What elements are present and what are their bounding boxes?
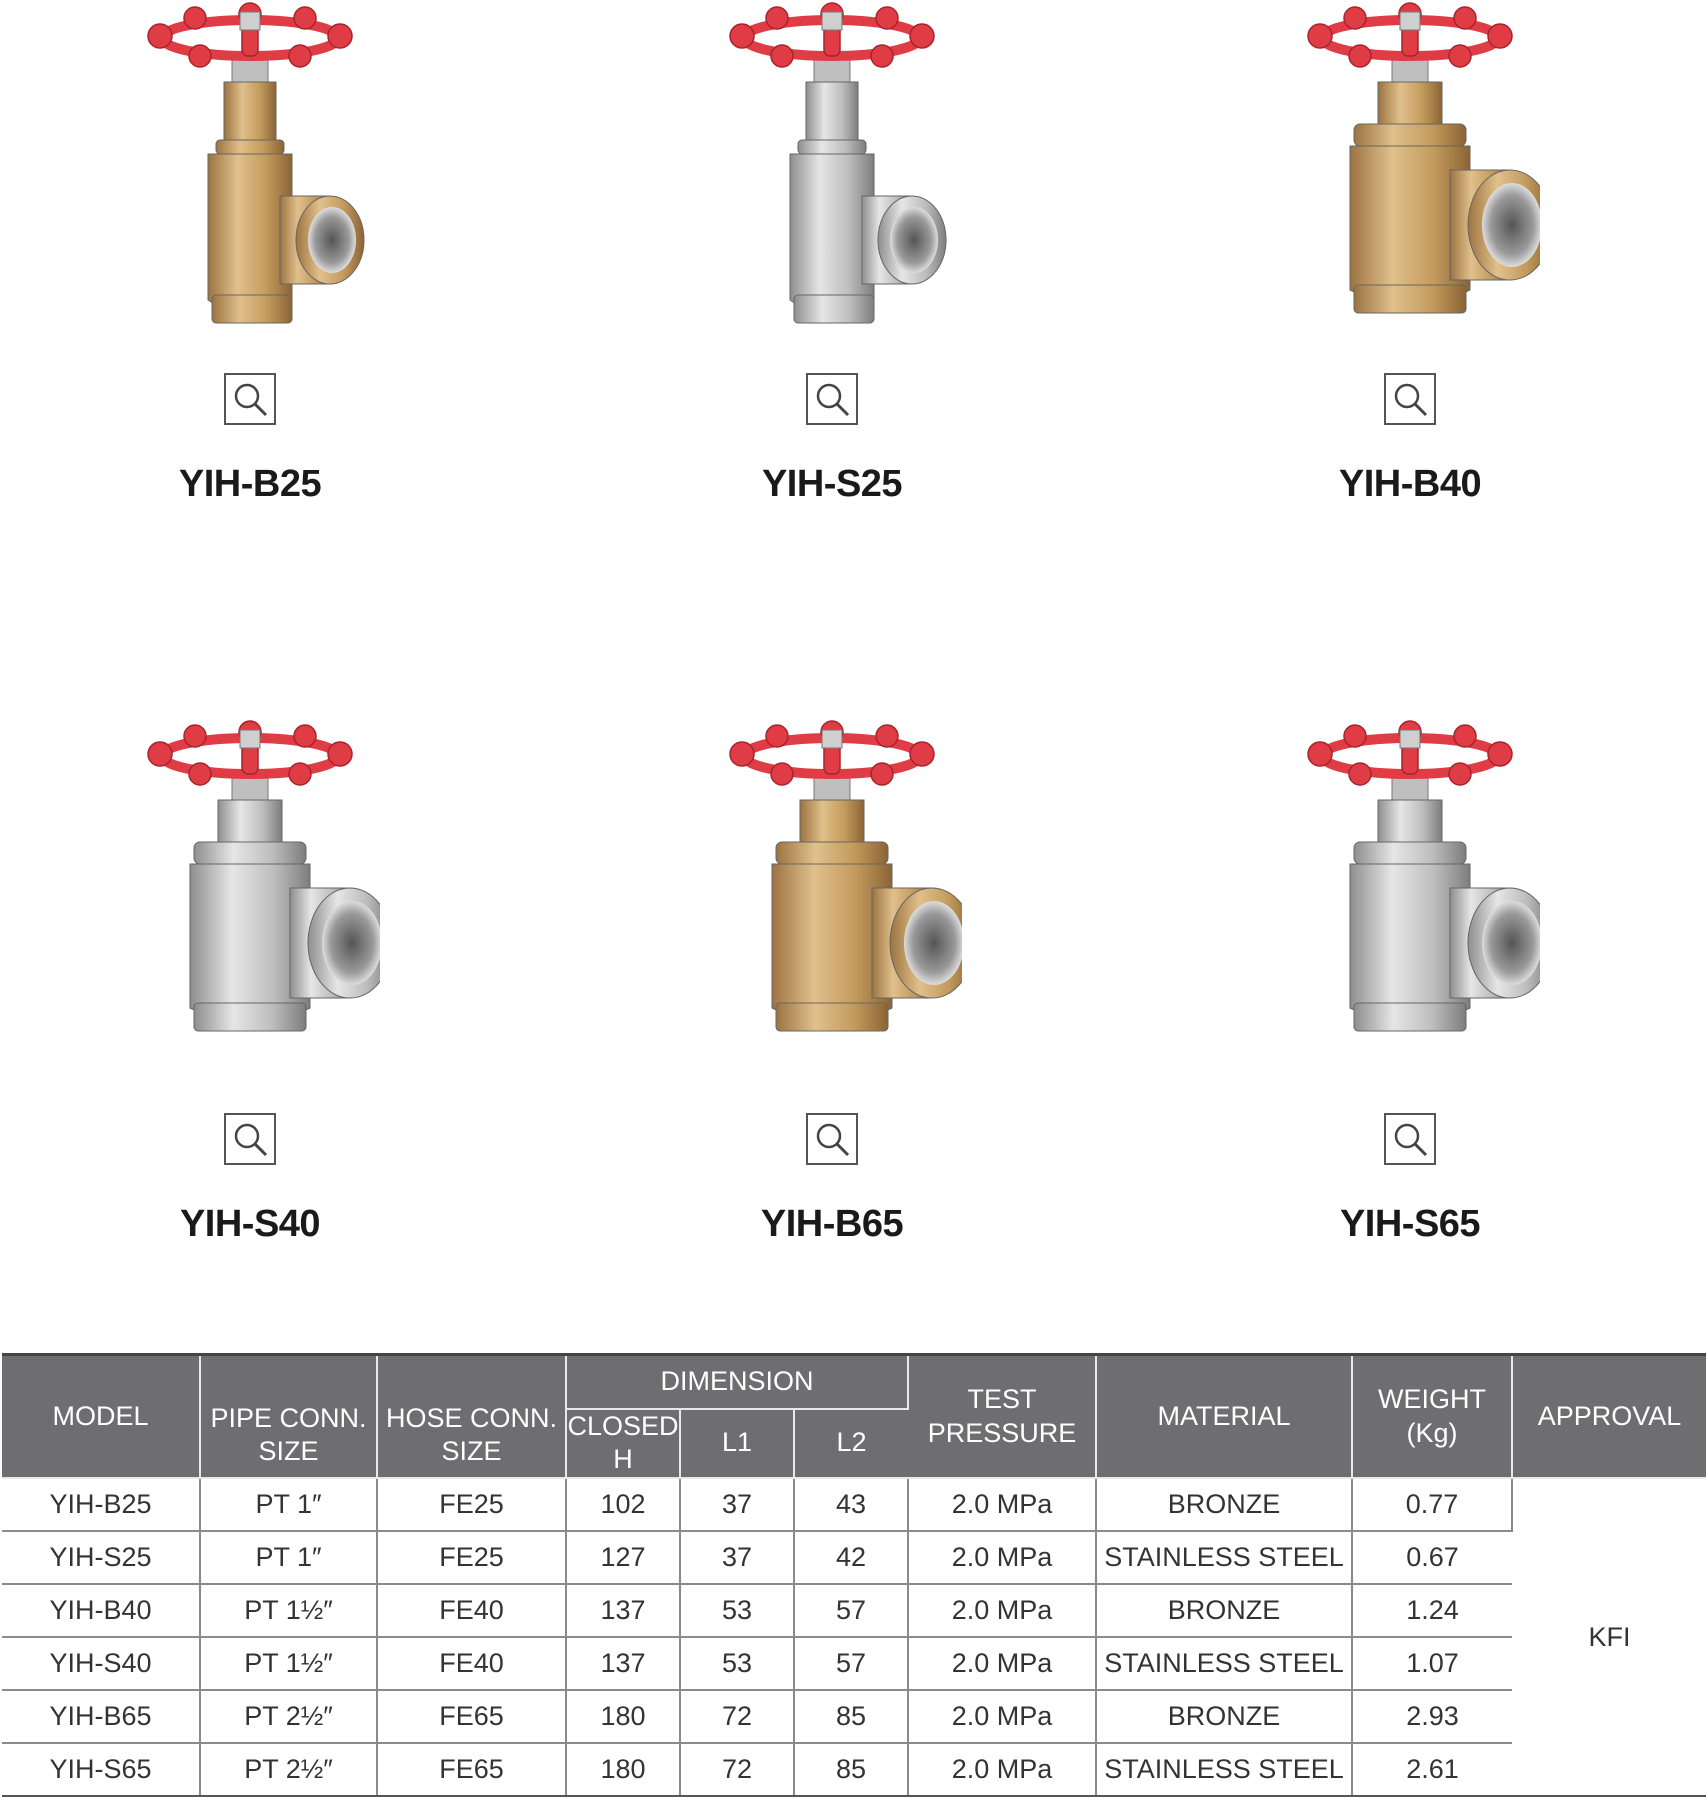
cell-l1: 72 bbox=[680, 1690, 794, 1743]
cell-l2: 43 bbox=[794, 1478, 908, 1531]
cell-closed-h: 127 bbox=[566, 1531, 680, 1584]
cell-closed-h: 137 bbox=[566, 1584, 680, 1637]
cell-hose: FE65 bbox=[377, 1690, 566, 1743]
cell-hose: FE65 bbox=[377, 1743, 566, 1796]
valve-image[interactable] bbox=[702, 0, 962, 345]
cell-pressure: 2.0 MPa bbox=[908, 1690, 1096, 1743]
header-approval: APPROVAL bbox=[1512, 1355, 1706, 1479]
cell-approval: KFI bbox=[1512, 1478, 1706, 1796]
product-model-name: YIH-B40 bbox=[1338, 463, 1482, 505]
valve-image[interactable] bbox=[1280, 718, 1540, 1063]
valve-image[interactable] bbox=[702, 718, 962, 1063]
cell-weight: 1.24 bbox=[1352, 1584, 1512, 1637]
cell-l2: 57 bbox=[794, 1584, 908, 1637]
cell-weight: 2.61 bbox=[1352, 1743, 1512, 1796]
cell-l1: 53 bbox=[680, 1584, 794, 1637]
cell-l1: 37 bbox=[680, 1531, 794, 1584]
cell-weight: 0.67 bbox=[1352, 1531, 1512, 1584]
zoom-button[interactable] bbox=[224, 373, 276, 425]
cell-material: STAINLESS STEEL bbox=[1096, 1743, 1352, 1796]
cell-pressure: 2.0 MPa bbox=[908, 1478, 1096, 1531]
valve-image[interactable] bbox=[1280, 0, 1540, 345]
product-card[interactable] bbox=[1210, 0, 1610, 506]
table-row bbox=[2, 1743, 1706, 1796]
magnifier-icon bbox=[230, 379, 270, 419]
cell-weight: 2.93 bbox=[1352, 1690, 1512, 1743]
cell-closed-h: 102 bbox=[566, 1478, 680, 1531]
cell-pipe: PT 2½″ bbox=[200, 1743, 377, 1796]
cell-l2: 85 bbox=[794, 1690, 908, 1743]
product-model-name: YIH-S40 bbox=[179, 1203, 321, 1245]
header-pipe-conn: PIPE CONN. SIZE bbox=[200, 1355, 377, 1479]
table-row bbox=[2, 1531, 1706, 1584]
zoom-button[interactable] bbox=[1384, 1113, 1436, 1165]
cell-model: YIH-S40 bbox=[2, 1637, 200, 1690]
cell-model: YIH-B65 bbox=[2, 1690, 200, 1743]
product-card[interactable] bbox=[50, 0, 450, 506]
cell-model: YIH-S65 bbox=[2, 1743, 200, 1796]
product-card[interactable] bbox=[1210, 718, 1610, 1246]
header-l2: L2 bbox=[794, 1409, 908, 1479]
cell-l1: 72 bbox=[680, 1743, 794, 1796]
magnifier-icon bbox=[812, 379, 852, 419]
zoom-button[interactable] bbox=[806, 1113, 858, 1165]
product-card[interactable] bbox=[50, 718, 450, 1246]
cell-material: BRONZE bbox=[1096, 1690, 1352, 1743]
cell-weight: 1.07 bbox=[1352, 1637, 1512, 1690]
cell-model: YIH-B25 bbox=[2, 1478, 200, 1531]
magnifier-icon bbox=[230, 1119, 270, 1159]
cell-material: BRONZE bbox=[1096, 1584, 1352, 1637]
cell-hose: FE25 bbox=[377, 1531, 566, 1584]
table-row bbox=[2, 1637, 1706, 1690]
cell-pipe: PT 1½″ bbox=[200, 1637, 377, 1690]
cell-closed-h: 137 bbox=[566, 1637, 680, 1690]
cell-model: YIH-S25 bbox=[2, 1531, 200, 1584]
magnifier-icon bbox=[1390, 379, 1430, 419]
cell-hose: FE40 bbox=[377, 1637, 566, 1690]
table-row bbox=[2, 1478, 1706, 1531]
cell-material: STAINLESS STEEL bbox=[1096, 1531, 1352, 1584]
cell-pressure: 2.0 MPa bbox=[908, 1584, 1096, 1637]
cell-closed-h: 180 bbox=[566, 1743, 680, 1796]
cell-l1: 53 bbox=[680, 1637, 794, 1690]
cell-l2: 42 bbox=[794, 1531, 908, 1584]
zoom-button[interactable] bbox=[806, 373, 858, 425]
cell-pipe: PT 1½″ bbox=[200, 1584, 377, 1637]
cell-l2: 57 bbox=[794, 1637, 908, 1690]
cell-pressure: 2.0 MPa bbox=[908, 1637, 1096, 1690]
cell-weight: 0.77 bbox=[1352, 1478, 1512, 1531]
zoom-button[interactable] bbox=[224, 1113, 276, 1165]
product-model-name: YIH-S65 bbox=[1339, 1203, 1481, 1245]
header-l1: L1 bbox=[680, 1409, 794, 1479]
cell-l2: 85 bbox=[794, 1743, 908, 1796]
header-hose-conn: HOSE CONN. SIZE bbox=[377, 1355, 566, 1479]
header-model: MODEL bbox=[2, 1355, 200, 1479]
header-closed-h: CLOSED H bbox=[566, 1409, 680, 1479]
cell-model: YIH-B40 bbox=[2, 1584, 200, 1637]
cell-pressure: 2.0 MPa bbox=[908, 1531, 1096, 1584]
product-model-name: YIH-B25 bbox=[178, 463, 322, 505]
cell-pipe: PT 1″ bbox=[200, 1478, 377, 1531]
spec-table bbox=[2, 1353, 1706, 1797]
cell-closed-h: 180 bbox=[566, 1690, 680, 1743]
magnifier-icon bbox=[812, 1119, 852, 1159]
product-model-name: YIH-B65 bbox=[760, 1203, 904, 1245]
product-model-name: YIH-S25 bbox=[761, 463, 903, 505]
cell-material: BRONZE bbox=[1096, 1478, 1352, 1531]
cell-hose: FE25 bbox=[377, 1478, 566, 1531]
header-test-pressure: TEST PRESSURE bbox=[908, 1355, 1096, 1479]
header-weight: WEIGHT (Kg) bbox=[1352, 1355, 1512, 1479]
cell-l1: 37 bbox=[680, 1478, 794, 1531]
table-row bbox=[2, 1584, 1706, 1637]
header-dimension: DIMENSION bbox=[566, 1355, 908, 1409]
cell-pipe: PT 2½″ bbox=[200, 1690, 377, 1743]
product-card[interactable] bbox=[632, 0, 1032, 506]
cell-hose: FE40 bbox=[377, 1584, 566, 1637]
zoom-button[interactable] bbox=[1384, 373, 1436, 425]
cell-pressure: 2.0 MPa bbox=[908, 1743, 1096, 1796]
cell-pipe: PT 1″ bbox=[200, 1531, 377, 1584]
magnifier-icon bbox=[1390, 1119, 1430, 1159]
valve-image[interactable] bbox=[120, 718, 380, 1063]
header-material: MATERIAL bbox=[1096, 1355, 1352, 1479]
valve-image[interactable] bbox=[120, 0, 380, 345]
table-row bbox=[2, 1690, 1706, 1743]
product-card[interactable] bbox=[632, 718, 1032, 1246]
cell-material: STAINLESS STEEL bbox=[1096, 1637, 1352, 1690]
